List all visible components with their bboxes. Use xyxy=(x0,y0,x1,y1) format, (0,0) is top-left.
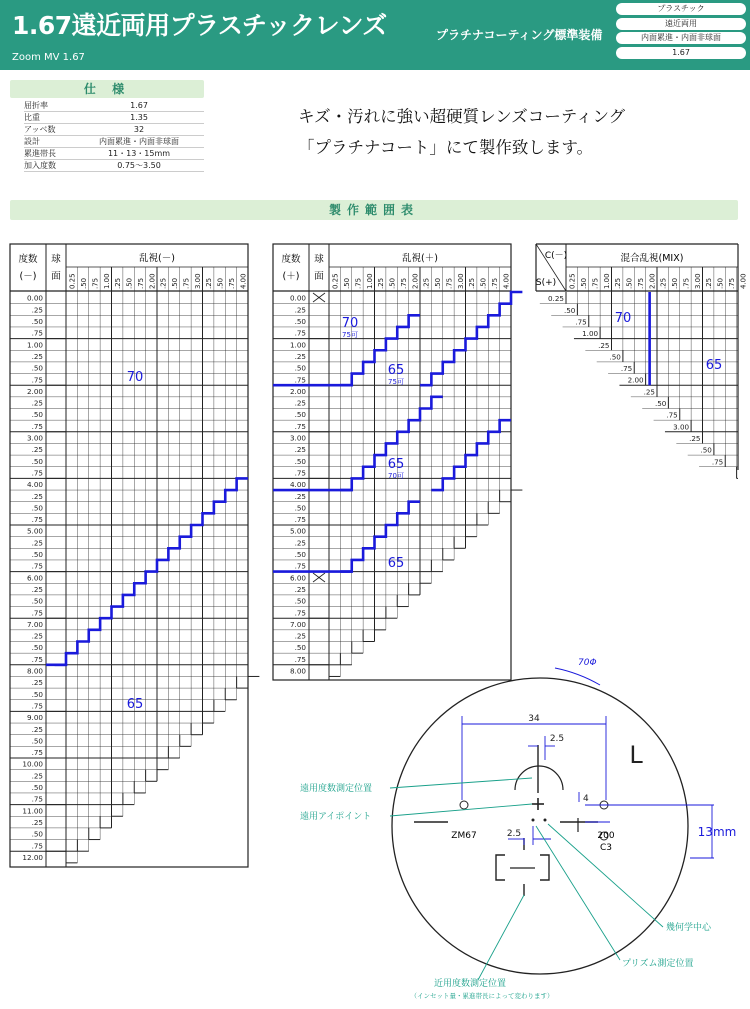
minus-col-label: .50 xyxy=(125,277,134,289)
plus-row-label: .75 xyxy=(294,375,306,385)
tag-type: 遠近両用 xyxy=(616,18,746,30)
plus-row-label: .25 xyxy=(294,305,306,315)
prism-dot xyxy=(544,819,547,822)
spec-value: 32 xyxy=(74,124,204,136)
minus-sph-header: 度数 xyxy=(18,254,38,265)
plus-col-label: .75 xyxy=(399,277,408,289)
spec-key: 設計 xyxy=(24,136,74,148)
mix-row-label: .75 xyxy=(620,364,633,374)
mix-region-65: 65 xyxy=(705,358,723,373)
minus-row-label: .25 xyxy=(31,678,43,688)
minus-table xyxy=(10,244,248,867)
minus-col-label: .25 xyxy=(159,277,168,289)
mix-row-label: .75 xyxy=(666,410,678,420)
minus-row-label: .75 xyxy=(31,375,43,385)
minus-row-label: .75 xyxy=(31,794,43,804)
mix-row-label: .75 xyxy=(711,457,724,467)
tag-design: 内面累進・内面非球面 xyxy=(616,32,746,44)
plus-row-label: 2.00 xyxy=(289,386,306,396)
minus-row-label: .50 xyxy=(31,550,43,559)
mix-row-label: .50 xyxy=(609,352,621,362)
plus-row-label: .50 xyxy=(294,410,306,420)
minus-row-label: .25 xyxy=(31,817,43,827)
lens-side-label: L xyxy=(629,741,643,769)
plus-col-label: .75 xyxy=(490,277,499,289)
minus-row-label: .50 xyxy=(31,363,43,373)
minus-row-label: .75 xyxy=(31,701,43,711)
mix-row-label: .50 xyxy=(654,399,667,408)
mix-row-label: .25 xyxy=(598,340,610,350)
minus-row-label: .50 xyxy=(31,643,43,653)
plus-row-label: .25 xyxy=(294,398,306,408)
minus-col-label: .50 xyxy=(80,277,89,289)
minus-row-label: 2.00 xyxy=(26,386,43,396)
label-near-point: 近用度数測定位置 xyxy=(433,979,507,989)
mix-col-label: .50 xyxy=(716,277,725,289)
label-eye-point: 遠用アイポイント xyxy=(300,812,372,822)
plus-region-65-a-sub: 75可 xyxy=(388,378,404,386)
mix-col-label: 4.00 xyxy=(739,273,748,289)
label-near-note: （インセット量・累進帯長によって変わります） xyxy=(410,992,554,1000)
tag-index: 1.67 xyxy=(616,47,746,59)
minus-row-label: .75 xyxy=(31,841,43,851)
mix-col-label: .75 xyxy=(682,277,691,289)
plus-men: 面 xyxy=(314,271,324,282)
minus-row-label: .25 xyxy=(31,491,43,501)
dim-34-label: 34 xyxy=(528,714,540,724)
minus-col-label: 1.00 xyxy=(102,273,111,289)
minus-row-label: .50 xyxy=(31,456,43,466)
plus-row-label: .50 xyxy=(294,550,306,559)
minus-col-label: .75 xyxy=(182,277,191,289)
plus-row-label: .25 xyxy=(294,351,306,361)
diameter-label: 70Φ xyxy=(578,658,597,668)
minus-row-label: .50 xyxy=(31,317,43,326)
plus-row-label: .25 xyxy=(294,584,306,594)
mix-row-label: .75 xyxy=(575,317,587,327)
mix-row-label: 2.00 xyxy=(627,375,644,385)
plus-kyu: 球 xyxy=(314,254,324,265)
minus-row-label: .25 xyxy=(31,538,43,548)
minus-col-label: 3.00 xyxy=(193,273,202,289)
mix-col-label: 0.25 xyxy=(568,273,577,289)
label-far-point: 遠用度数測定位置 xyxy=(300,784,373,794)
mix-region-70: 70 xyxy=(614,311,632,326)
minus-col-label: 2.00 xyxy=(148,273,157,289)
plus-row-label: .75 xyxy=(294,468,306,478)
callout-near-line xyxy=(478,895,524,980)
minus-row-label: .25 xyxy=(31,771,43,781)
plus-row-label: .50 xyxy=(294,363,306,373)
plus-col-label: .75 xyxy=(354,277,363,289)
minus-row-label: 8.00 xyxy=(26,666,43,676)
minus-row-label: 7.00 xyxy=(26,619,43,629)
plus-region-70: 70 xyxy=(341,316,359,331)
minus-row-label: .75 xyxy=(31,421,43,431)
plus-row-label: .75 xyxy=(294,608,306,618)
plus-row-label: 6.00 xyxy=(289,573,306,583)
plus-row-label: 1.00 xyxy=(289,340,306,350)
mix-c-label: C(－) xyxy=(544,251,568,261)
plus-row-label: .25 xyxy=(294,445,306,455)
mix-title: 混合乱視(MIX) xyxy=(620,253,684,264)
plus-col-label: .50 xyxy=(388,277,397,289)
plus-row-label: .50 xyxy=(294,503,306,513)
plus-region-65-a: 65 xyxy=(387,363,405,378)
minus-row-label: 3.00 xyxy=(26,433,43,443)
minus-row-label: .50 xyxy=(31,783,43,792)
plus-row-label: .50 xyxy=(294,596,306,606)
plus-row-label: .50 xyxy=(294,643,306,653)
mix-col-label: .50 xyxy=(625,277,634,289)
minus-row-label: 11.00 xyxy=(22,806,43,816)
label-geo-center: 幾何学中心 xyxy=(666,923,712,933)
minus-sign: (－) xyxy=(19,271,37,282)
model-name: Zoom MV 1.67 xyxy=(12,52,85,63)
minus-col-label: .75 xyxy=(91,277,100,289)
minus-row-label: 0.00 xyxy=(26,293,43,303)
plus-row-label: .75 xyxy=(294,515,306,525)
spec-value: 1.35 xyxy=(74,112,204,124)
plus-row-label: .75 xyxy=(294,421,306,431)
minus-col-label: .25 xyxy=(205,277,214,289)
plus-row-label: .25 xyxy=(294,491,306,501)
spec-key: アッベ数 xyxy=(24,124,74,136)
plus-col-label: .50 xyxy=(479,277,488,289)
plus-row-label: .25 xyxy=(294,538,306,548)
minus-row-label: 6.00 xyxy=(26,573,43,583)
spec-value: 11・13・15mm xyxy=(74,148,204,160)
mix-row-label: .50 xyxy=(700,445,712,455)
minus-col-label: 4.00 xyxy=(239,273,248,289)
minus-row-label: .50 xyxy=(31,503,43,513)
spec-key: 比重 xyxy=(24,112,74,124)
minus-row-label: .75 xyxy=(31,561,43,571)
plus-region-65-b: 65 xyxy=(387,457,405,472)
minus-row-label: .25 xyxy=(31,724,43,734)
spec-title-bar: 仕 様 xyxy=(10,80,204,98)
minus-row-label: 9.00 xyxy=(26,713,43,723)
plus-row-label: .75 xyxy=(294,328,306,338)
spec-key: 加入度数 xyxy=(24,160,74,172)
spec-key: 累進帯長 xyxy=(24,148,74,160)
product-subtitle: プラチナコーティング標準装備 xyxy=(436,28,603,42)
product-title: 1.67遠近両用プラスチックレンズ xyxy=(12,11,387,40)
mix-col-label: .25 xyxy=(614,277,623,289)
minus-cyl-title: 乱視(－) xyxy=(139,253,175,264)
mix-col-label: .25 xyxy=(659,277,668,289)
plus-col-label: .25 xyxy=(468,277,477,289)
minus-row-label: 10.00 xyxy=(22,759,43,769)
promo-line-2: 「プラチナコート」にて製作致します。 xyxy=(298,138,594,157)
minus-region-70: 70 xyxy=(126,370,144,385)
far-zone-circle xyxy=(515,766,563,790)
left-hidden-mark xyxy=(460,801,468,809)
minus-col-label: 0.25 xyxy=(68,273,77,289)
minus-region-65: 65 xyxy=(126,697,144,712)
minus-row-label: .25 xyxy=(31,631,43,641)
label-prism-point: プリズム測定位置 xyxy=(622,959,694,969)
mix-col-label: .75 xyxy=(636,277,645,289)
plus-row-label: 0.00 xyxy=(289,293,306,303)
minus-row-label: 4.00 xyxy=(26,480,43,490)
lens-diagram xyxy=(300,658,736,1000)
minus-row-label: .50 xyxy=(31,410,43,420)
plus-col-label: .50 xyxy=(434,277,443,289)
minus-row-label: .25 xyxy=(31,305,43,315)
mix-row-label: .25 xyxy=(689,433,701,443)
dim-25-bottom-label: 2.5 xyxy=(506,829,522,839)
plus-row-label: 4.00 xyxy=(289,480,306,490)
mix-col-label: .50 xyxy=(671,277,680,289)
minus-row-label: .75 xyxy=(31,515,43,525)
range-title-bar: 製作範囲表 xyxy=(10,200,738,220)
plus-row-label: .75 xyxy=(294,654,306,664)
minus-row-label: .25 xyxy=(31,445,43,455)
minus-col-label: .50 xyxy=(216,277,225,289)
mix-row-label: 0.25 xyxy=(547,294,564,304)
plus-col-label: 1.00 xyxy=(365,273,374,289)
spec-value: 0.75～3.50 xyxy=(74,160,204,172)
plus-row-label: 3.00 xyxy=(289,433,306,443)
minus-row-label: 12.00 xyxy=(22,852,43,862)
minus-row-label: .50 xyxy=(31,689,43,699)
right-engraving-2: C3 xyxy=(599,843,613,853)
plus-col-label: 3.00 xyxy=(456,273,465,289)
plus-row-label: .50 xyxy=(294,456,306,466)
plus-row-label: 5.00 xyxy=(289,526,306,536)
minus-row-label: 1.00 xyxy=(26,340,43,350)
plus-row-label: 8.00 xyxy=(289,666,306,676)
plus-col-label: 4.00 xyxy=(502,273,511,289)
mix-col-label: 1.00 xyxy=(602,273,611,289)
callout-far-line xyxy=(390,778,532,788)
minus-col-label: .75 xyxy=(227,277,236,289)
mix-col-label: .50 xyxy=(580,277,589,289)
minus-row-label: .75 xyxy=(31,654,43,664)
mix-row-label: .50 xyxy=(563,305,576,315)
minus-col-label: .75 xyxy=(136,277,145,289)
dim-4-label: 4 xyxy=(583,794,589,804)
plus-col-label: .75 xyxy=(445,277,454,289)
spec-key: 屈折率 xyxy=(24,100,74,112)
minus-row-label: .75 xyxy=(31,748,43,758)
minus-men: 面 xyxy=(51,271,61,282)
plus-row-label: .50 xyxy=(294,317,306,326)
plus-region-65-b-sub: 70可 xyxy=(388,472,404,480)
plus-col-label: .50 xyxy=(343,277,352,289)
minus-row-label: .50 xyxy=(31,829,43,839)
plus-col-label: 0.25 xyxy=(331,273,340,289)
minus-kyu: 球 xyxy=(51,254,61,265)
minus-row-label: .50 xyxy=(31,736,43,746)
minus-row-label: .75 xyxy=(31,328,43,338)
tag-material: プラスチック xyxy=(616,3,746,15)
plus-region-65-c: 65 xyxy=(387,556,405,571)
minus-row-label: .75 xyxy=(31,608,43,618)
minus-row-label: 5.00 xyxy=(26,526,43,536)
spec-value: 1.67 xyxy=(74,100,204,112)
plus-col-label: .25 xyxy=(377,277,386,289)
minus-row-label: .25 xyxy=(31,398,43,408)
minus-row-label: .25 xyxy=(31,584,43,594)
minus-row-label: .50 xyxy=(31,596,43,606)
mix-col-label: .75 xyxy=(591,277,600,289)
dim-25-top-label: 2.5 xyxy=(549,734,565,744)
lens-outline xyxy=(392,678,688,974)
mix-s-label: S(+) xyxy=(535,278,557,288)
spec-value: 内面累進・内面非球面 xyxy=(74,136,204,148)
table-grids xyxy=(10,267,747,863)
dim-13-label: 13mm xyxy=(697,825,737,839)
minus-row-label: .75 xyxy=(31,468,43,478)
dimension-lines xyxy=(462,716,714,858)
plus-cyl-title: 乱視(＋) xyxy=(402,253,438,264)
mix-col-label: 3.00 xyxy=(693,273,702,289)
plus-sph-header: 度数 xyxy=(281,254,301,265)
mix-row-label: .25 xyxy=(643,387,655,397)
plus-row-label: 7.00 xyxy=(289,619,306,629)
mix-row-label: 3.00 xyxy=(673,422,690,432)
mix-col-label: .75 xyxy=(727,277,736,289)
minus-row-label: .25 xyxy=(31,351,43,361)
right-engraving-1: 200 xyxy=(597,831,615,841)
plus-sign: (＋) xyxy=(282,271,300,282)
geo-center-dot xyxy=(532,819,535,822)
left-engraving: ZM67 xyxy=(451,831,477,841)
plus-col-label: .25 xyxy=(422,277,431,289)
minus-col-label: .50 xyxy=(171,277,180,289)
mix-col-label: 2.00 xyxy=(648,273,657,289)
mix-col-label: .25 xyxy=(705,277,714,289)
promo-line-1: キズ・汚れに強い超硬質レンズコーティング xyxy=(298,107,626,126)
plus-row-label: .25 xyxy=(294,631,306,641)
plus-region-70-sub: 75可 xyxy=(342,331,358,339)
minus-col-label: .25 xyxy=(114,277,123,289)
mix-row-label: 1.00 xyxy=(582,329,599,339)
plus-col-label: 2.00 xyxy=(411,273,420,289)
plus-row-label: .75 xyxy=(294,561,306,571)
